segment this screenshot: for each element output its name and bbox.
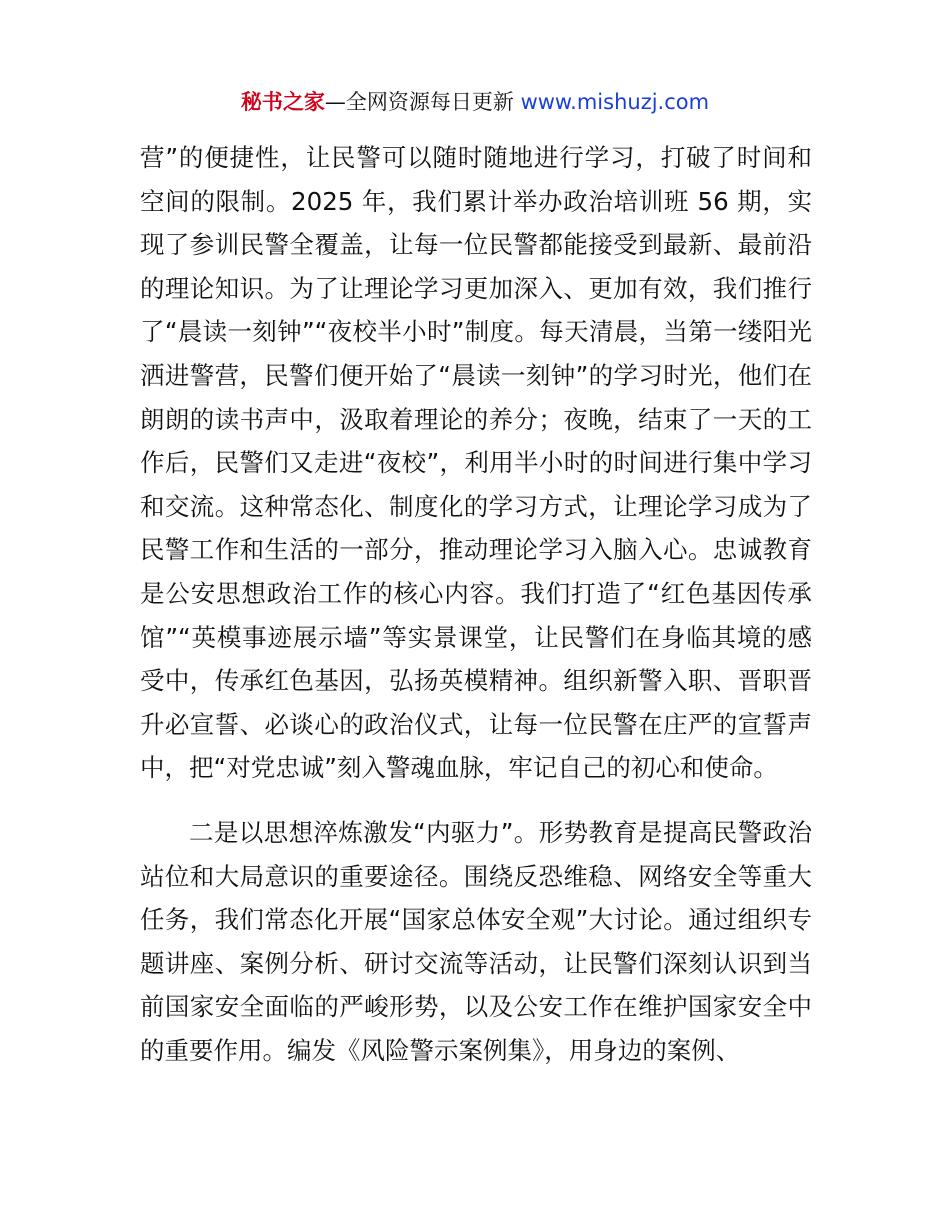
- brand-name: 秘书之家: [240, 90, 325, 114]
- document-body: [140, 136, 812, 1072]
- header-slogan: —全网资源每日更新: [324, 90, 514, 114]
- site-url-link[interactable]: www.mishuzj.com: [520, 90, 710, 114]
- paragraph-1: 营”的便捷性，让民警可以随时随地进行学习，打破了时间和空间的限制。2025 年，我们累计举办政治培训班 56 期，实现了参训民警全覆盖，让每一位民警都能接受到最新、最前沿的理论知识。为了让理论学习更加深入、更加有效，我们推行了“晨读一刻钟”“夜校半小时”制度。每天清晨，当第一缕阳光洒进警营，民警们便开始了“晨读一刻钟”的学习时光，他们在朗朗的读书声中，汲取着理论的养分；夜晚，结束了一天的工作后，民警们又走进“夜校”，利用半小时的时间进行集中学习和交流。这种常态化、制度化的学习方式，让理论学习成为了民警工作和生活的一部分，推动理论学习入脑入心。忠诚教育是公安思想政治工作的核心内容。我们打造了“红色基因传承馆”“英模事迹展示墙”等实景课堂，让民警们在身临其境的感受中，传承红色基因，弘扬英模精神。组织新警入职、晋职晋升必宣誓、必谈心的政治仪式，让每一位民警在庄严的宣誓声中，把“对党忠诚”刻入警魂血脉，牢记自己的初心和使命。: [140, 143, 812, 783]
- page-header: [0, 86, 950, 118]
- paragraph-2: 二是以思想淬炼激发“内驱力”。形势教育是提高民警政治站位和大局意识的重要途径。围绕反恐维稳、网络安全等重大任务，我们常态化开展“国家总体安全观”大讨论。通过组织专题讲座、案例分析、研讨交流等活动，让民警们深刻认识到当前国家安全面临的严峻形势，以及公安工作在维护国家安全中的重要作用。编发《风险警示案例集》，用身边的案例、: [140, 817, 812, 1065]
